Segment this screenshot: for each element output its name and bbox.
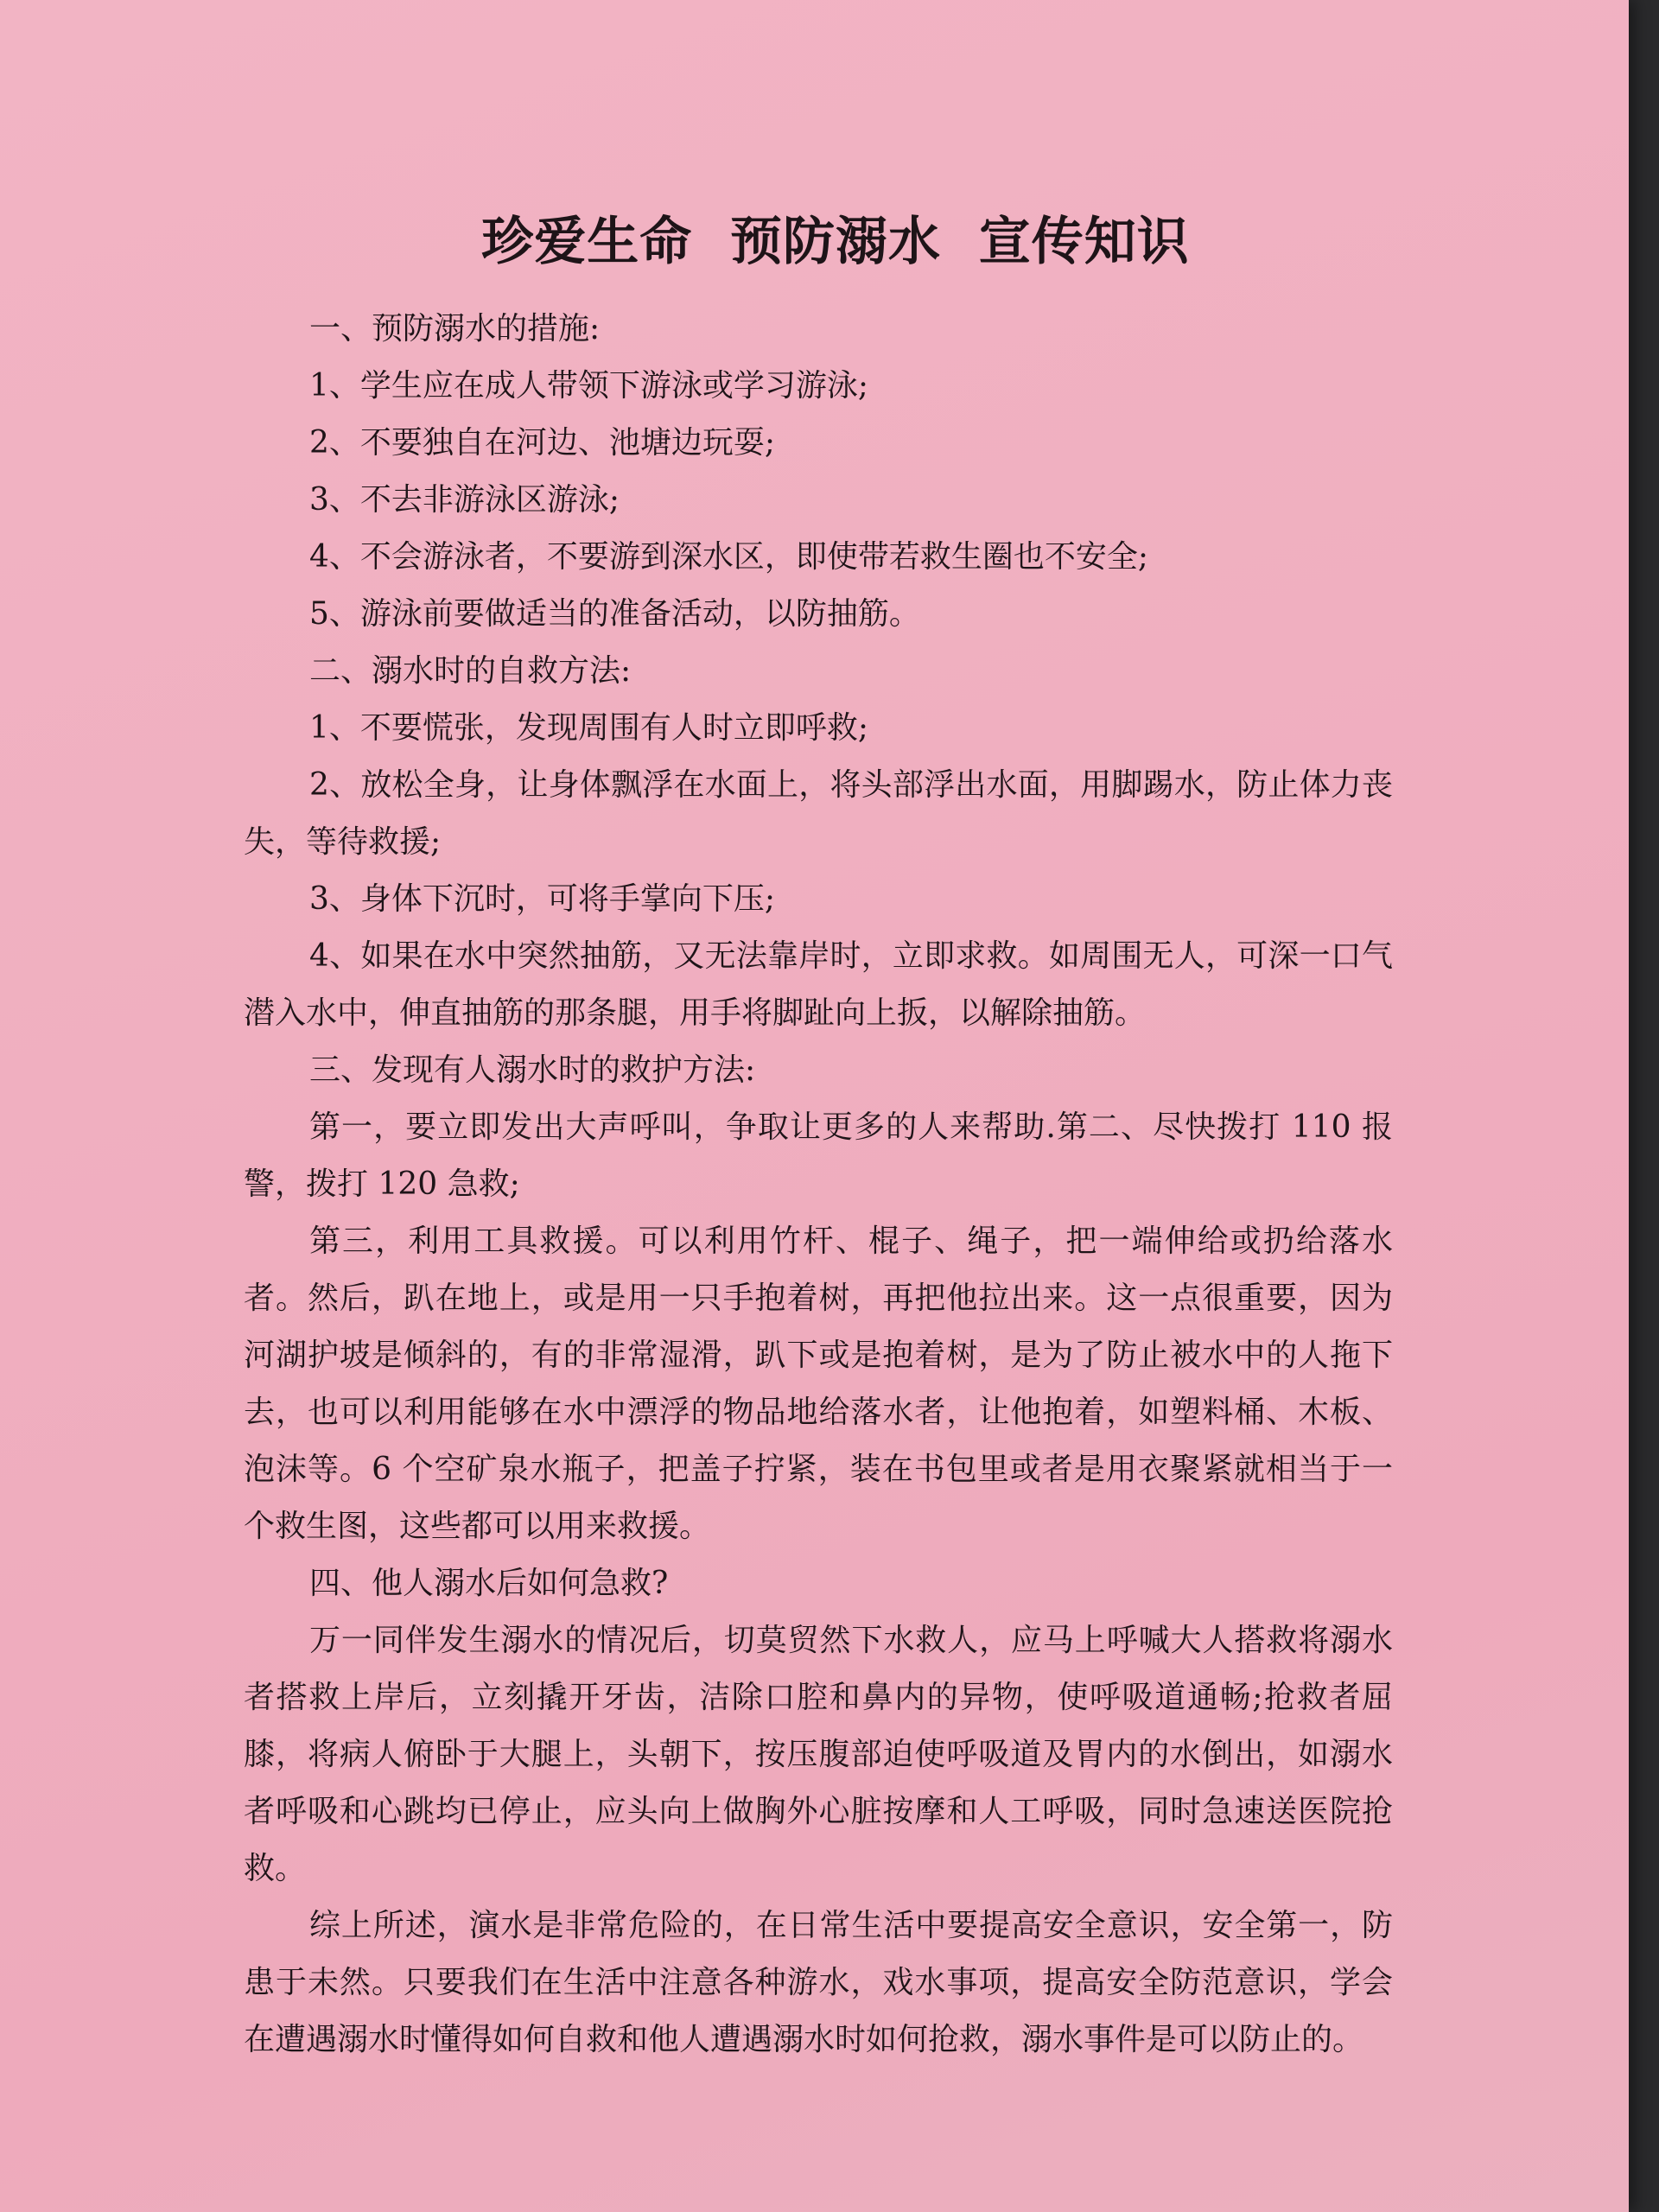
list-item: 4、不会游泳者，不要游到深水区，即使带若救生圈也不安全; [309, 539, 1149, 575]
conclusion-paragraph: 综上所述，演水是非常危险的，在日常生活中要提高安全意识，安全第一，防患于未然。只要我们在生活中注意各种游水，戏水事项，提高安全防范意识，学会在遭遇溺水时懂得如何自救和他人遭遇溺水时如何抢救，溺水事件是可以防止的。 [244, 1908, 1393, 2057]
list-item: 4、如果在水中突然抽筋，又无法靠岸时，立即求救。如周围无人，可深一口气潜入水中，伸直抽筋的那条腿，用手将脚趾向上扳，以解除抽筋。 [244, 938, 1393, 1031]
body-paragraph: 第一，要立即发出大声呼叫，争取让更多的人来帮助.第二、尽快拨打 110 报警，拨打 120 急救; [244, 1109, 1393, 1202]
list-item: 3、身体下沉时，可将手掌向下压; [309, 881, 776, 917]
list-item: 5、游泳前要做适当的准备活动，以防抽筋。 [309, 596, 920, 632]
document-title: 珍爱生命 预防溺水 宣传知识 [481, 212, 1190, 272]
section-heading: 一、预防溺水的措施: [309, 311, 601, 346]
list-item: 1、学生应在成人带领下游泳或学习游泳; [309, 368, 869, 404]
section-heading: 三、发现有人溺水时的救护方法: [309, 1052, 756, 1088]
body-paragraph: 第三，利用工具救援。可以利用竹杆、棍子、绳子，把一端伸给或扔给落水者。然后，趴在地上，或是用一只手抱着树，再把他拉出来。这一点很重要，因为河湖护坡是倾斜的，有的非常湿滑，趴下或是抱着树，是为了防止被水中的人拖下去，也可以利用能够在水中漂浮的物品地给落水者，让他抱着，如塑料桶、木板、泡沫等。6 个空矿泉水瓶子，把盖子拧紧，装在书包里或者是用衣聚紧就相当于一个救生图，这些都可以用来救援。 [244, 1224, 1393, 1544]
list-item: 2、放松全身，让身体飘浮在水面上，将头部浮出水面，用脚踢水，防止体力丧失，等待救援; [244, 767, 1393, 860]
document-body [244, 199, 1393, 2069]
body-paragraph: 万一同伴发生溺水的情况后，切莫贸然下水救人，应马上呼喊大人搭救将溺水者搭救上岸后，立刻撬开牙齿，洁除口腔和鼻内的异物，使呼吸道通畅;抢救者屈膝，将病人俯卧于大腿上，头朝下，按压腹部迫使呼吸道及胃内的水倒出，如溺水者呼吸和心跳均已停止，应头向上做胸外心脏按摩和人工呼吸，同时急速送医院抢救。 [244, 1623, 1393, 1886]
list-item: 2、不要独自在河边、池塘边玩耍; [309, 425, 776, 461]
list-item: 1、不要慌张，发现周围有人时立即呼救; [309, 710, 869, 746]
list-item: 3、不去非游泳区游泳; [309, 482, 620, 518]
section-heading: 四、他人溺水后如何急救? [309, 1566, 669, 1601]
section-heading: 二、溺水时的自救方法: [309, 653, 632, 689]
